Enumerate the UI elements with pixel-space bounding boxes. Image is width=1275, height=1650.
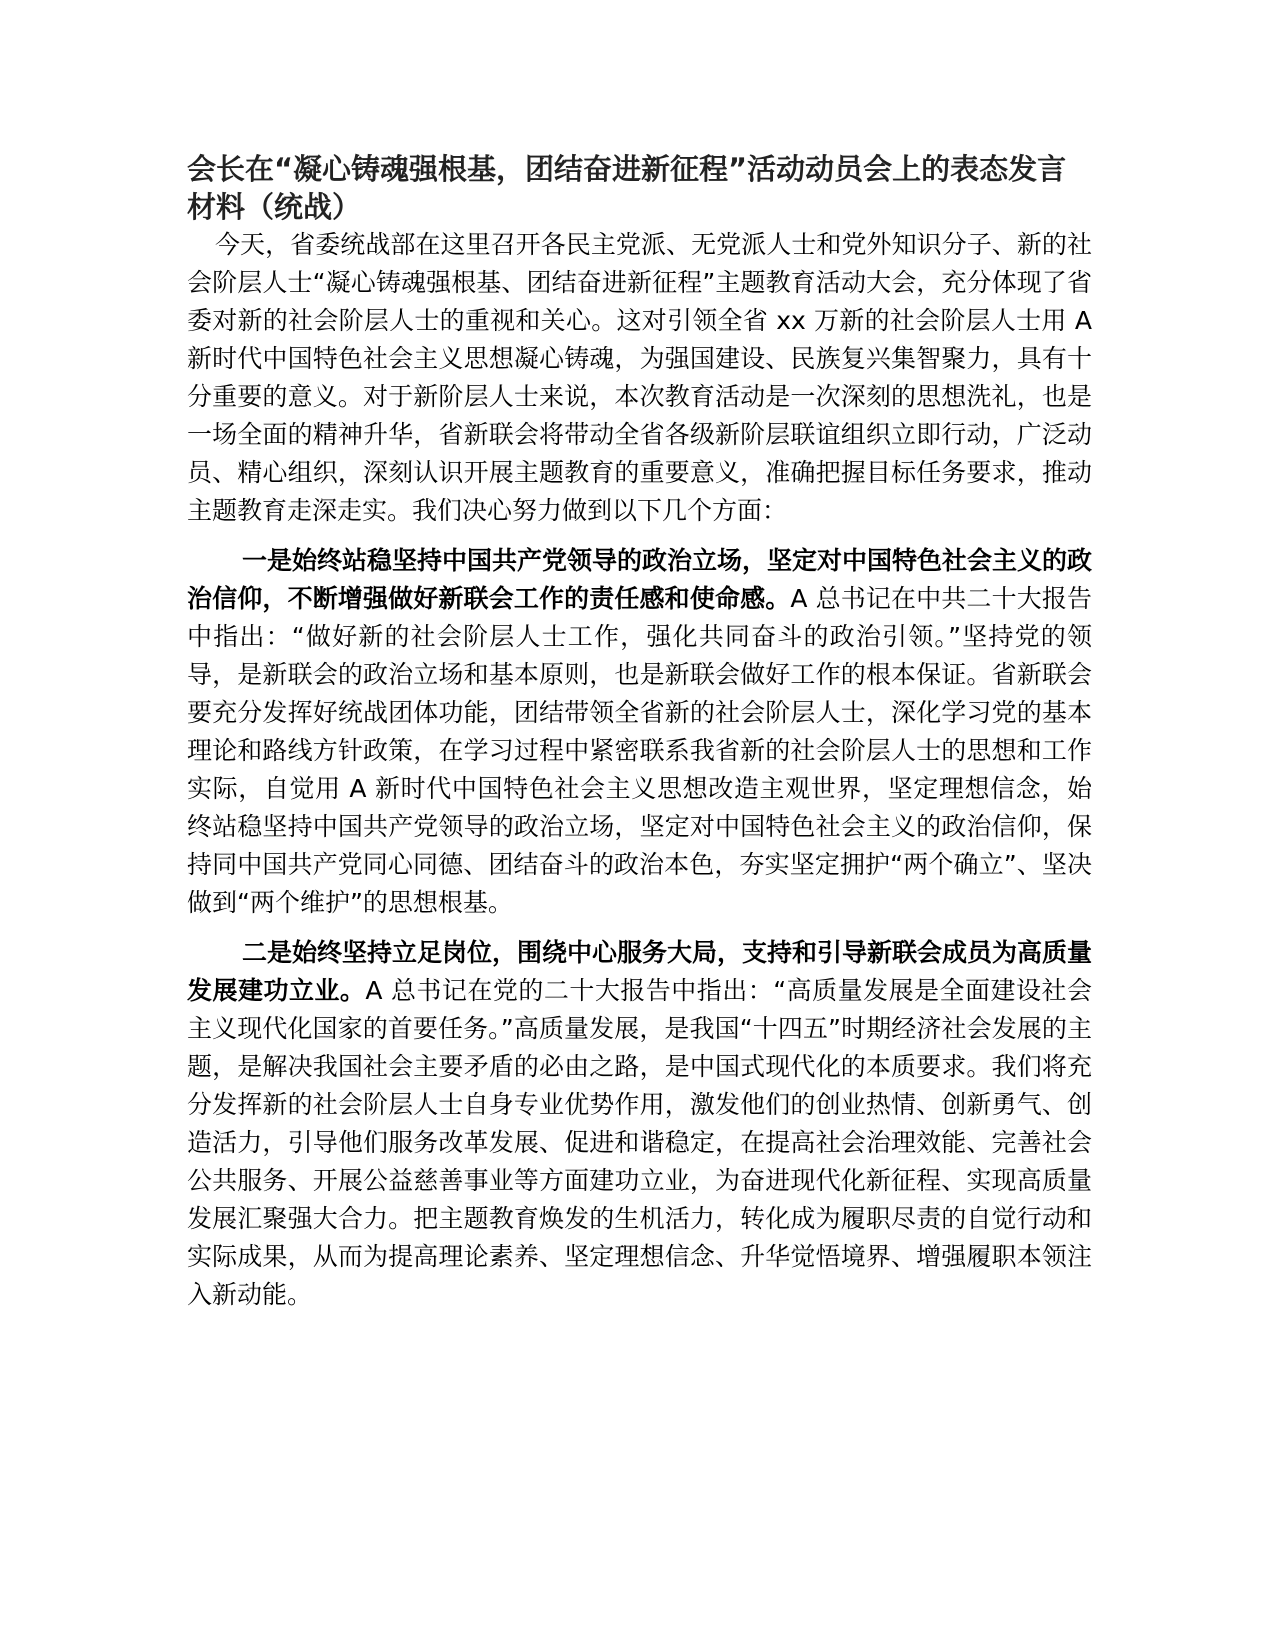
document-title: 会长在“凝心铸魂强根基，团结奋进新征程”活动动员会上的表态发言材料（统战） [187,152,1067,224]
section-paragraph-2 [187,934,1092,1314]
section-paragraph-1 [187,542,1092,922]
section-2-body: A 总书记在党的二十大报告中指出：“高质量发展是全面建设社会主义现代化国家的首要任务。”高质量发展，是我国“十四五”时期经济社会发展的主题，是解决我国社会主要矛盾的必由之路，是中国式现代化的本质要求。我们将充分发挥新的社会阶层人士自身专业优势作用，激发他们的创业热情、创新勇气、创造活力，引导他们服务改革发展、促进和谐稳定，在提高社会治理效能、完善社会公共服务、开展公益慈善事业等方面建功立业，为奋进现代化新征程、实现高质量发展汇聚强大合力。把主题教育焕发的生机活力，转化成为履职尽责的自觉行动和实际成果，从而为提高理论素养、坚定理想信念、升华觉悟境界、增强履职本领注入新动能。 [187,976,1092,1309]
intro-paragraph: 今天，省委统战部在这里召开各民主党派、无党派人士和党外知识分子、新的社会阶层人士“凝心铸魂强根基、团结奋进新征程”主题教育活动大会，充分体现了省委对新的社会阶层人士的重视和关心。这对引领全省 xx 万新的社会阶层人士用 A 新时代中国特色社会主义思想凝心铸魂，为强国建设、民族复兴集智聚力，具有十分重要的意义。对于新阶层人士来说，本次教育活动是一次深刻的思想洗礼，也是一场全面的精神升华，省新联会将带动全省各级新阶层联谊组织立即行动，广泛动员、精心组织，深刻认识开展主题教育的重要意义，准确把握目标任务要求，推动主题教育走深走实。我们决心努力做到以下几个方面： [187,230,1092,525]
document-content [187,150,1092,1314]
section-1-body: A 总书记在中共二十大报告中指出：“做好新的社会阶层人士工作，强化共同奋斗的政治引领。”坚持党的领导，是新联会的政治立场和基本原则，也是新联会做好工作的根本保证。省新联会要充分发挥好统战团体功能，团结带领全省新的社会阶层人士，深化学习党的基本理论和路线方针政策，在学习过程中紧密联系我省新的社会阶层人士的思想和工作实际，自觉用 A 新时代中国特色社会主义思想改造主观世界，坚定理想信念，始终站稳坚持中国共产党领导的政治立场，坚定对中国特色社会主义的政治信仰，保持同中国共产党同心同德、团结奋斗的政治本色，夯实坚定拥护“两个确立”、坚决做到“两个维护”的思想根基。 [187,584,1092,917]
section-2-lead: 二是始终坚持立足岗位，围绕中心服务大局，支持和引导新联会成员为高质量发展建功立业。 [187,938,1093,1005]
section-1-lead: 一是始终站稳坚持中国共产党领导的政治立场，坚定对中国特色社会主义的政治信仰，不断增强做好新联会工作的责任感和使命感。 [187,546,1093,613]
